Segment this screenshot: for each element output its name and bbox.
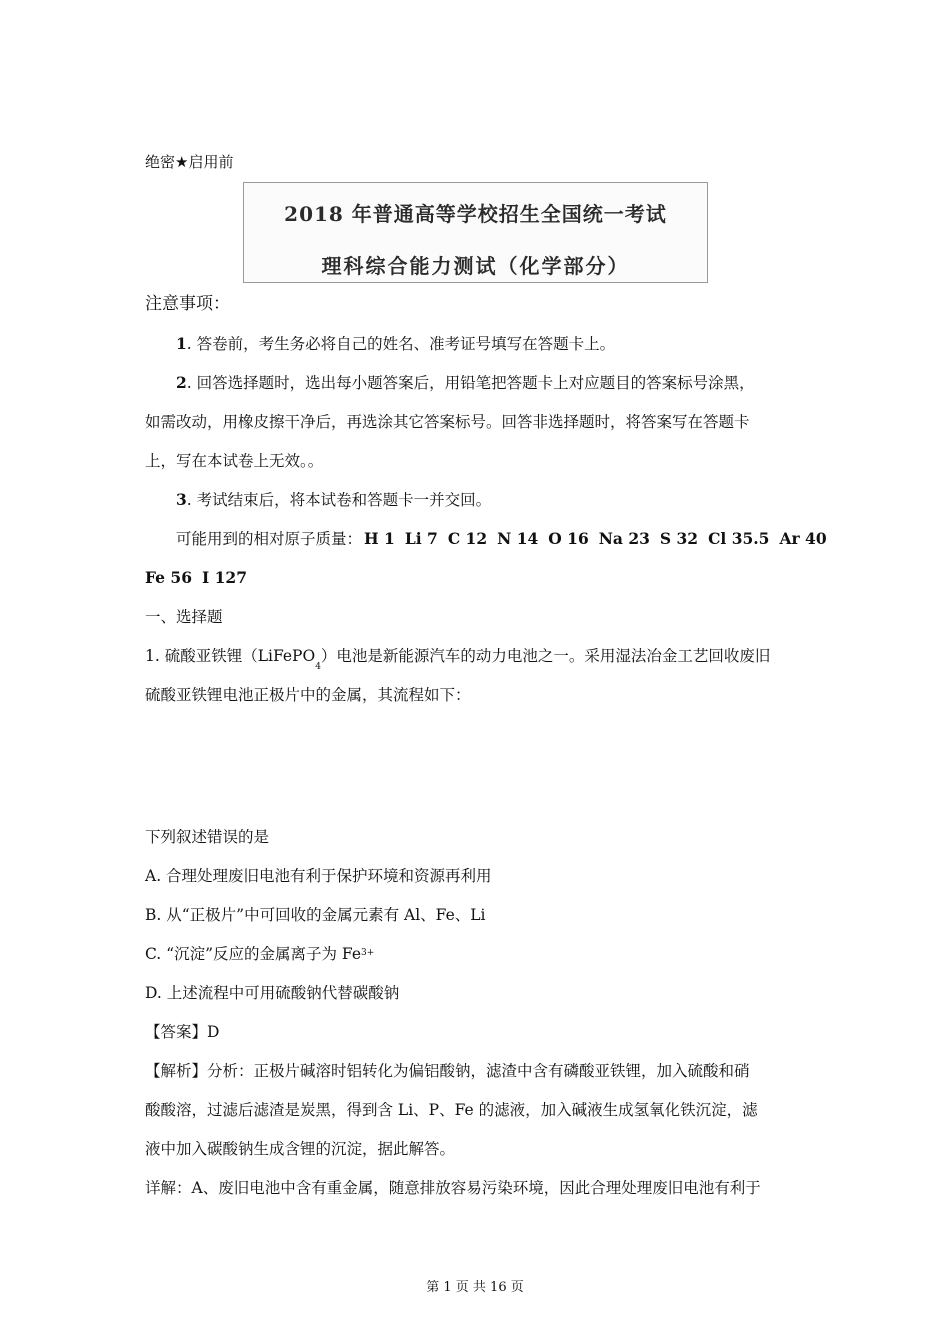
analysis-line-3: 液中加入碳酸钠生成含锂的沉淀，据此解答。 bbox=[145, 1140, 456, 1158]
atomic-mass-item: I 127 bbox=[201, 568, 247, 587]
notice-item-1 bbox=[176, 334, 615, 354]
option-a: A. 合理处理废旧电池有利于保护环境和资源再利用 bbox=[145, 867, 492, 885]
subscript: 4 bbox=[315, 662, 321, 672]
notice-item-3-number: 3 bbox=[176, 490, 187, 509]
notice-item-1-number: 1 bbox=[176, 334, 187, 353]
analysis-line-2: 酸酸溶，过滤后滤渣是炭黑，得到含 Li、P、Fe 的滤液，加入碱液生成氢氧化铁沉淀，滤 bbox=[145, 1101, 758, 1119]
atomic-mass-item: Fe 56 bbox=[145, 568, 192, 587]
atomic-mass-label: 可能用到的相对原子质量： bbox=[176, 530, 363, 548]
notice-item-2-number: 2 bbox=[176, 373, 187, 392]
option-c-text: C. “沉淀”反应的金属离子为 Fe bbox=[145, 945, 362, 963]
option-b: B. 从“正极片”中可回收的金属元素有 Al、Fe、Li bbox=[145, 906, 486, 924]
question-1-stem-text: 1. 硫酸亚铁锂（LiFePO bbox=[145, 647, 316, 665]
section-title: 一、选择题 bbox=[145, 608, 223, 626]
option-d: D. 上述流程中可用硫酸钠代替碳酸钠 bbox=[145, 984, 400, 1002]
notice-heading: 注意事项： bbox=[145, 294, 230, 314]
notice-item-3 bbox=[176, 490, 491, 510]
question-1-stem-line-2: 硫酸亚铁锂电池正极片中的金属，其流程如下： bbox=[145, 686, 471, 704]
question-1-stem-text-cont: ）电池是新能源汽车的动力电池之一。采用湿法冶金工艺回收废旧 bbox=[320, 647, 771, 665]
atomic-mass-item: O 16 bbox=[548, 529, 589, 548]
detail-line-1: 详解：A、废旧电池中含有重金属，随意排放容易污染环境，因此合理处理废旧电池有利于 bbox=[145, 1179, 761, 1197]
notice-item-2-line-3: 上，写在本试卷上无效。。 bbox=[145, 452, 324, 470]
exam-title: 2018 年普通高等学校招生全国统一考试 bbox=[284, 202, 667, 226]
notice-item-1-text: . 答卷前，考生务必将自己的姓名、准考证号填写在答题卡上。 bbox=[186, 335, 616, 353]
question-1-stem-line-1 bbox=[145, 646, 771, 672]
secret-label: 绝密★启用前 bbox=[145, 153, 234, 171]
atomic-mass-item: S 32 bbox=[659, 529, 699, 548]
question-1-prompt: 下列叙述错误的是 bbox=[145, 828, 270, 846]
atomic-mass-item: Na 23 bbox=[598, 529, 650, 548]
notice-item-3-text: . 考试结束后，将本试卷和答题卡一并交回。 bbox=[186, 491, 492, 509]
page-footer: 第 1 页 共 16 页 bbox=[426, 1280, 524, 1295]
atomic-mass-item: Ar 40 bbox=[779, 529, 827, 548]
answer-line: 【答案】D bbox=[145, 1023, 220, 1041]
exam-subtitle: 理科综合能力测试（化学部分） bbox=[321, 254, 630, 278]
option-c bbox=[145, 944, 374, 967]
analysis-line-1: 【解析】分析：正极片碱溶时铝转化为偏铝酸钠，滤渣中含有磷酸亚铁锂，加入硫酸和硝 bbox=[145, 1062, 750, 1080]
atomic-mass-line bbox=[176, 529, 827, 549]
atomic-mass-line-2 bbox=[145, 568, 247, 588]
superscript: 3+ bbox=[361, 948, 375, 958]
atomic-mass-item: Li 7 bbox=[404, 529, 438, 548]
notice-item-2-line-2: 如需改动，用橡皮擦干净后，再选涂其它答案标号。回答非选择题时，将答案写在答题卡 bbox=[145, 413, 750, 431]
notice-item-2-text: . 回答选择题时，选出每小题答案后，用铅笔把答题卡上对应题目的答案标号涂黑， bbox=[186, 374, 755, 392]
atomic-mass-item: H 1 bbox=[364, 529, 395, 548]
notice-item-2 bbox=[176, 373, 755, 393]
atomic-mass-item: N 14 bbox=[497, 529, 539, 548]
title-image-box bbox=[243, 182, 708, 283]
atomic-mass-item: C 12 bbox=[447, 529, 488, 548]
atomic-mass-item: Cl 35.5 bbox=[708, 529, 770, 548]
